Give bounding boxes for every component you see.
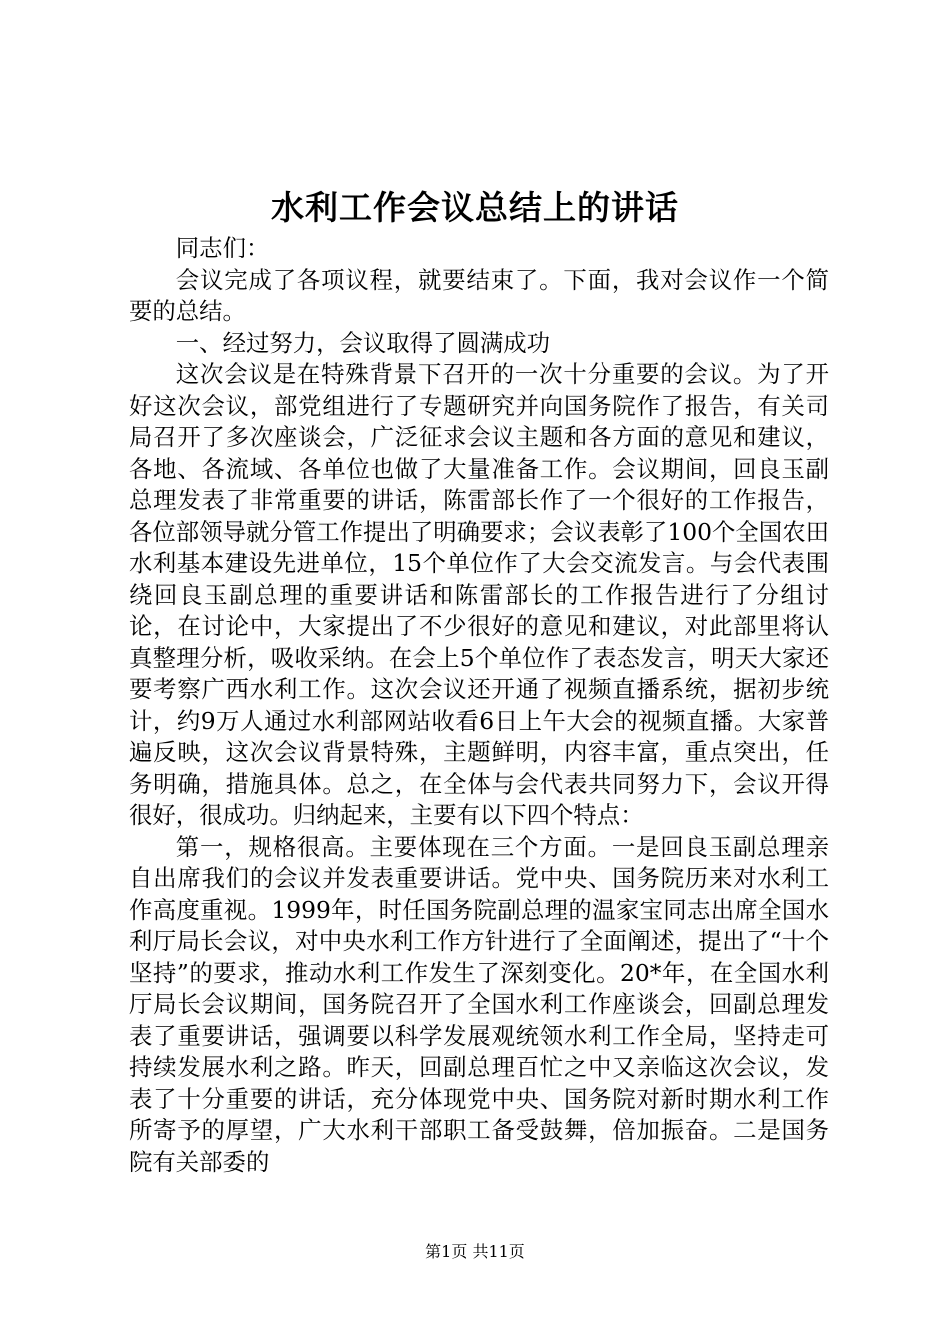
section-heading: 一、经过努力，会议取得了圆满成功: [175, 328, 551, 357]
page-footer: 第1页 共11页: [425, 1242, 525, 1261]
document-body: [129, 233, 829, 1178]
document-title: 水利工作会议总结上的讲话: [271, 188, 679, 227]
body-paragraph: 第一，规格很高。主要体现在三个方面。一是回良玉副总理亲自出席我们的会议并发表重要讲话。党中央、国务院历来对水利工作高度重视。1999年，时任国务院副总理的温家宝同志出席全国水利厅局长会议，对中央水利工作方针进行了全面阐述，提出了“十个坚持”的要求，推动水利工作发生了深刻变化。20*年，在全国水利厅局长会议期间，国务院召开了全国水利工作座谈会，回副总理发表了重要讲话，强调要以科学发展观统领水利工作全局，坚持走可持续发展水利之路。昨天，回副总理百忙之中又亲临这次会议，发表了十分重要的讲话，充分体现党中央、国务院对新时期水利工作所寄予的厚望，广大水利干部职工备受鼓舞，倍加振奋。二是国务院有关部委的: [129, 832, 829, 1176]
body-paragraph: 这次会议是在特殊背景下召开的一次十分重要的会议。为了开好这次会议，部党组进行了专题研究并向国务院作了报告，有关司局召开了多次座谈会，广泛征求会议主题和各方面的意见和建议，各地、各流域、各单位也做了大量准备工作。会议期间，回良玉副总理发表了非常重要的讲话，陈雷部长作了一个很好的工作报告，各位部领导就分管工作提出了明确要求；会议表彰了100个全国农田水利基本建设先进单位，15个单位作了大会交流发言。与会代表围绕回良玉副总理的重要讲话和陈雷部长的工作报告进行了分组讨论，在讨论中，大家提出了不少很好的意见和建议，对此部里将认真整理分析，吸收采纳。在会上5个单位作了表态发言，明天大家还要考察广西水利工作。这次会议还开通了视频直播系统，据初步统计，约9万人通过水利部网站收看6日上午大会的视频直播。大家普遍反映，这次会议背景特殊，主题鲜明，内容丰富，重点突出，任务明确，措施具体。总之，在全体与会代表共同努力下，会议开得很好，很成功。归纳起来，主要有以下四个特点：: [129, 360, 829, 829]
salutation-paragraph: 同志们：: [175, 234, 270, 262]
intro-paragraph: 会议完成了各项议程，就要结束了。下面，我对会议作一个简要的总结。: [129, 265, 829, 325]
